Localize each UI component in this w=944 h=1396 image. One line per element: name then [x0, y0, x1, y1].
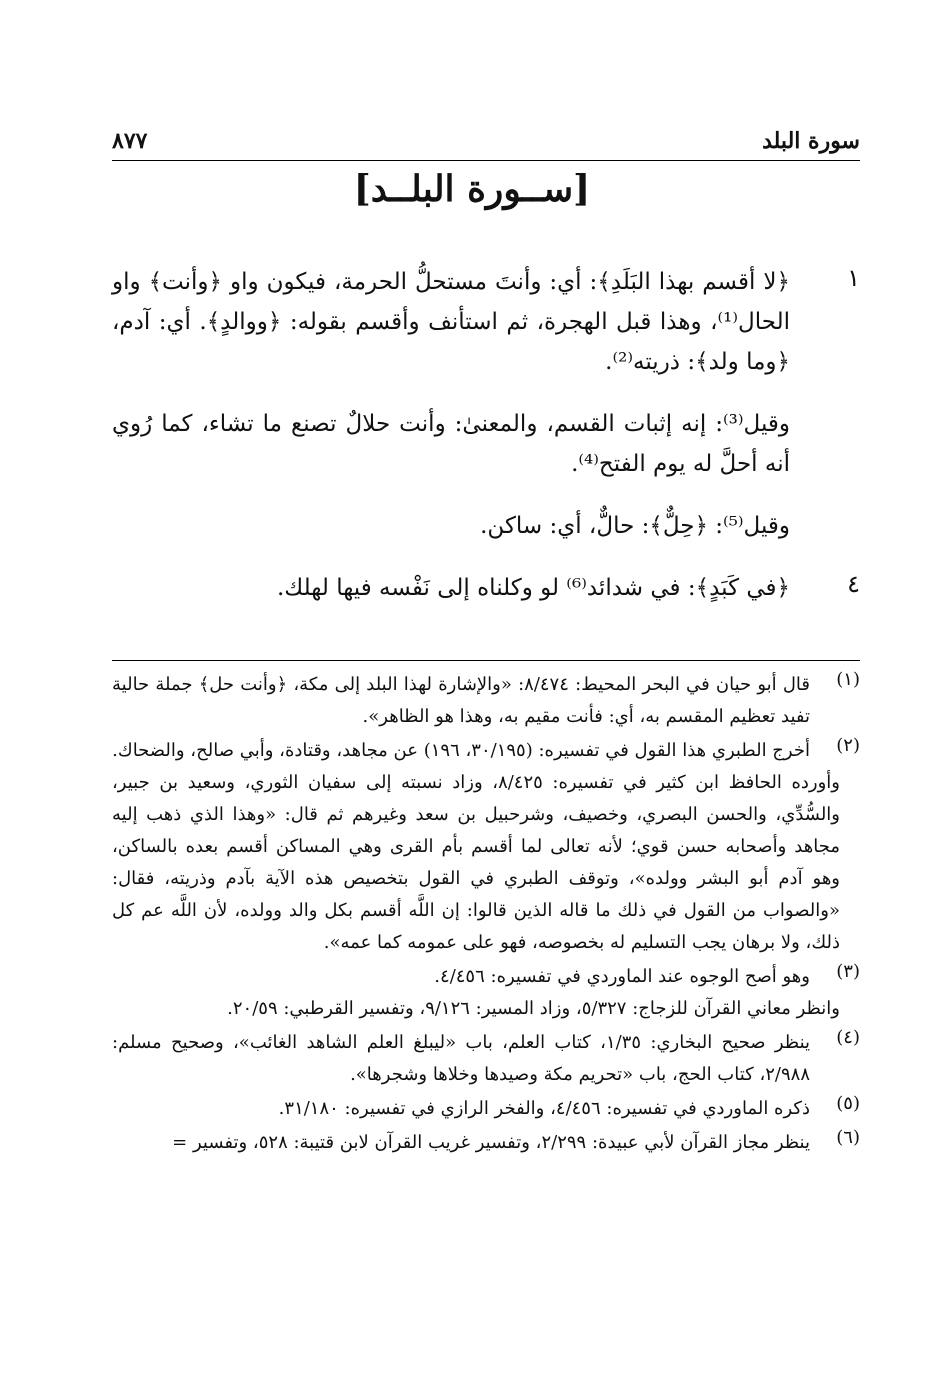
footnote	[112, 669, 860, 733]
footnotes-section	[112, 660, 860, 1161]
footnote-number: (٤)	[836, 1027, 860, 1048]
footnote	[112, 1093, 860, 1125]
verse-paragraph: وقيل⁽⁵⁾: ﴿حِلٌّ﴾: حالٌّ، أي: ساكن.	[480, 513, 790, 539]
page-number: ٨٧٧	[112, 128, 148, 154]
running-header-surah: سورة البلد	[762, 128, 860, 154]
footnote-number: (٣)	[836, 961, 860, 982]
footnote-text: أخرج الطبري هذا القول في تفسيره: (٣٠/١٩٥، ١٩٦) عن مجاهد، وقتادة، وأبي صالح، والضحاك.	[112, 740, 810, 761]
footnote	[112, 1027, 860, 1091]
footnote-text: وانظر معاني القرآن للزجاج: ٥/٣٢٧، وزاد المسير: ٩/١٢٦، وتفسير القرطبي: ٢٠/٥٩.	[227, 998, 840, 1019]
verse-paragraph: ﴿لا أقسم بهذا البَلَدِ﴾: أي: وأنتَ مستحلُّ الحرمة، فيكون واو ﴿وأنت﴾ واو الحال⁽¹⁾، وهذا قبل الهجرة، ثم استأنف وأقسم بقوله: ﴿ووالدٍ﴾. أي: آدم، ﴿وما ولد﴾: ذريته⁽²⁾.	[112, 269, 790, 375]
footnote-number: (٦)	[836, 1127, 860, 1148]
verse-number: ١	[847, 264, 860, 292]
main-text	[112, 262, 860, 630]
footnote-text: ينظر صحيح البخاري: ١/٣٥، كتاب العلم، باب «ليبلغ العلم الشاهد الغائب»، وصحيح مسلم: ٢/٩٨٨، كتاب الحج، باب «تحريم مكة وصيدها وخلاها وشجرها».	[112, 1032, 811, 1085]
footnote	[112, 961, 860, 1025]
footnote	[112, 735, 860, 959]
verse-number: ٤	[847, 570, 860, 598]
footnote	[112, 1127, 860, 1159]
verse-paragraph: ﴿في كَبَدٍ﴾: في شدائد⁽⁶⁾ لو وكلناه إلى نَفْسه فيها لهلك.	[276, 575, 790, 601]
verse-block	[112, 568, 860, 608]
surah-title: [ســورة البلــد]	[353, 168, 591, 210]
verse-paragraph: وقيل⁽³⁾: إنه إثبات القسم، والمعنىٰ: وأنت حلالٌ تصنع ما تشاء، كما رُوي أنه أحلَّ له يوم الفتح⁽⁴⁾.	[112, 411, 791, 477]
footnote-number: (٢)	[836, 735, 860, 756]
footnote-text: وهو أصح الوجوه عند الماوردي في تفسيره: ٤/٤٥٦.	[434, 966, 810, 987]
footnote-text: وأورده الحافظ ابن كثير في تفسيره: ٨/٤٢٥، وزاد نسبته إلى سفيان الثوري، وسعيد بن جبير، والسُّدِّي، والحسن البصري، وخصيف، وشرحبيل بن سعد وغيرهم ثم قال: «وهذا الذي ذهب إليه مجاهد وأصحابه حسن قوي؛ لأنه تعالى لما أقسم بأم القرى وهي المساكن أقسم بعده بالساكن، وهو آدم أبو البشر وولده»، وتوقف الطبري في القول بتخصيص هذه الآية بآدم وذريته، فقال: «والصواب من القول في ذلك ما قاله الذين قالوا: إن اللَّه أقسم بكل والد وولده، لأن اللَّه عم كل ذلك، ولا برهان يجب التسليم له بخصوصه، فهو على عمومه كما عمه».	[112, 772, 840, 953]
footnote-number: (١)	[836, 669, 860, 690]
footnote-text: قال أبو حيان في البحر المحيط: ٨/٤٧٤: «والإشارة لهذا البلد إلى مكة، ﴿وأنت حل﴾ جملة حالية تفيد تعظيم المقسم به، أي: فأنت مقيم به، وهذا هو الظاهر».	[112, 674, 810, 727]
running-header	[112, 124, 860, 161]
footnote-text: ينظر مجاز القرآن لأبي عبيدة: ٢/٢٩٩، وتفسير غريب القرآن لابن قتيبة: ٥٢٨، وتفسير =	[172, 1132, 810, 1153]
footnote-text: ذكره الماوردي في تفسيره: ٤/٤٥٦، والفخر الرازي في تفسيره: ٣١/١٨٠.	[278, 1098, 810, 1119]
footnote-number: (٥)	[836, 1093, 860, 1114]
verse-block	[112, 262, 860, 546]
